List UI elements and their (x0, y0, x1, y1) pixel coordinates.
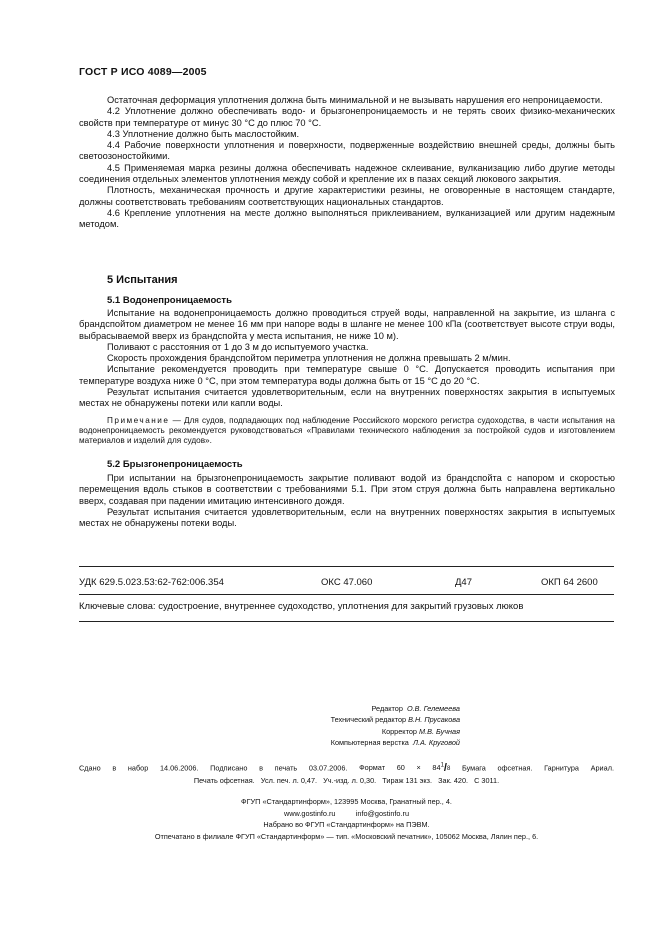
imprint (79, 760, 614, 787)
paragraph: Остаточная деформация уплотнения должна быть минимальной и не вызывать нарушения его непроницаемости. (107, 95, 603, 105)
publisher-line: Набрано во ФГУП «Стандартинформ» на ПЭВМ. (263, 820, 430, 830)
section-5-1-body (79, 308, 615, 447)
section-5-2-heading: 5.2 Брызгонепроницаемость (107, 459, 243, 470)
paragraph-4-2: 4.2 Уплотнение должно обеспечивать водо- и брызгонепроницаемость и не терять своих физико-механических свойств при температуре от минус 30 °С до плюс 70 °С. (79, 106, 615, 128)
credit-tech-editor: Технический редактор В.Н. Прусакова (330, 715, 460, 725)
paragraph-4-3: 4.3 Уплотнение должно быть маслостойким. (107, 128, 300, 139)
udk-code: УДК 629.5.023.53:62-762:006.354 (79, 577, 224, 588)
d-code: Д47 (455, 577, 473, 588)
paragraph: Испытание рекомендуется проводить при температуре свыше 0 °С. Допускается проводить испытания при температуре воздуха ниже 0 °С, при этом температура воды должна быть от 15 °С до 20 °С. (79, 364, 615, 386)
paragraph-4-6: 4.6 Крепление уплотнения на месте должно выполняться приклеиванием, вулканизацией или другим надежным методом. (79, 207, 615, 230)
paragraph: Скорость прохождения брандспойтом периметра уплотнения не должна превышать 2 м/мин. (107, 353, 511, 364)
note (79, 416, 615, 447)
credit-editor: Редактор О.В. Гелемеева (371, 704, 460, 713)
paragraph: Результат испытания считается удовлетворительным, если на внутренних поверхностях закрытия в испытуемых местах не обнаружены потеки воды. (79, 506, 615, 529)
divider-bottom (79, 621, 614, 622)
section-5-1-heading: 5.1 Водонепроницаемость (107, 295, 232, 306)
divider-top (79, 566, 614, 567)
paragraph: Поливают с расстояния от 1 до 3 м до испытуемого участка. (107, 341, 369, 352)
publisher-line: ФГУП «Стандартинформ», 123995 Москва, Гранатный пер., 4. (241, 797, 452, 806)
keywords: Ключевые слова: судостроение, внутреннее судоходство, уплотнения для закрытий грузовых люков (79, 601, 524, 612)
oks-code: ОКС 47.060 (321, 577, 373, 588)
paragraph-4-5: 4.5 Применяемая марка резины должна обеспечивать надежное склеивание, вулканизацию либо другие методы соединения отдельных элементов уплотнения между собой и крепление их в пазах секций люкового закрытия. (79, 162, 615, 185)
section4-continuation (79, 95, 615, 231)
section-5-heading: 5 Испытания (107, 274, 178, 286)
document-header: ГОСТ Р ИСО 4089—2005 (79, 66, 207, 78)
credit-layout: Компьютерная верстка Л.А. Круговой (330, 738, 460, 748)
note-text: — Для судов, подпадающих под наблюдение Российского морского регистра судоходства, в части испытания на водонепроницаемость рекомендуется руководствоваться «Правилами технического наблюдения за постройкой судов и изготовлением материалов и изделий для судов». (79, 415, 615, 446)
paragraph: Результат испытания считается удовлетворительным, если на внутренних поверхностях закрытия в испытуемых местах не обнаружены потеки или капли воды. (79, 387, 615, 409)
publisher-web: www.gostinfo.ru info@gostinfo.ru (283, 808, 410, 818)
format: Формат $60 \times 84^1/8$ (359, 762, 451, 775)
paragraph: Плотность, механическая прочность и другие характеристики резины, не оговоренные в настоящем стандарте, должны соответствовать требованиям соответствующих национальных стандартов. (79, 185, 615, 207)
credit-proofreader: Корректор М.В. Бучная (381, 726, 460, 736)
note-label: Примечание (107, 415, 170, 425)
section-5-2-body (79, 473, 615, 529)
imprint-line-2: Печать офсетная. Усл. печ. л. 0,47. Уч.-изд. л. 0,30. Тираж 131 экз. Зак. 420. С 3011. (193, 776, 500, 786)
publisher-line: Отпечатано в филиале ФГУП «Стандартинформ» — тип. «Московский печатник», 105062 Москва, Лялин пер., 6. (154, 831, 539, 841)
divider-middle (79, 594, 614, 595)
okp-code: ОКП 64 2600 (541, 577, 598, 588)
credits-block (240, 703, 460, 749)
paragraph: При испытании на брызгонепроницаемость закрытие поливают водой из брандспойта с напором и скоростью перемещения вдоль стыков в соответствии с требованиями 5.1. При этом струя должна быть направлена вертикально вверх, создавая при падении имитацию интенсивного дождя. (79, 473, 615, 506)
publisher-block (79, 796, 614, 842)
paragraph: Испытание на водонепроницаемость должно проводиться струей воды, направленной на закрытие, из шланга с брандспойтом диаметром не менее 16 мм при напоре воды в шланге не менее 100 кПа (соответствует высоте струи воды, выбрасываемой вверх из брандспойта у места испытания, не ниже 10 м). (79, 308, 615, 341)
paragraph-4-4: 4.4 Рабочие поверхности уплотнения и поверхности, подверженные воздействию внешней среды, должны быть светоозоностойкими. (79, 140, 615, 162)
imprint-line-1: Сдано в набор 14.06.2006. Подписано в печать 03.07.2006. Формат $60 \times 84^1/8$ Бумага офсетная. Гарнитура Ариал. (79, 762, 614, 775)
